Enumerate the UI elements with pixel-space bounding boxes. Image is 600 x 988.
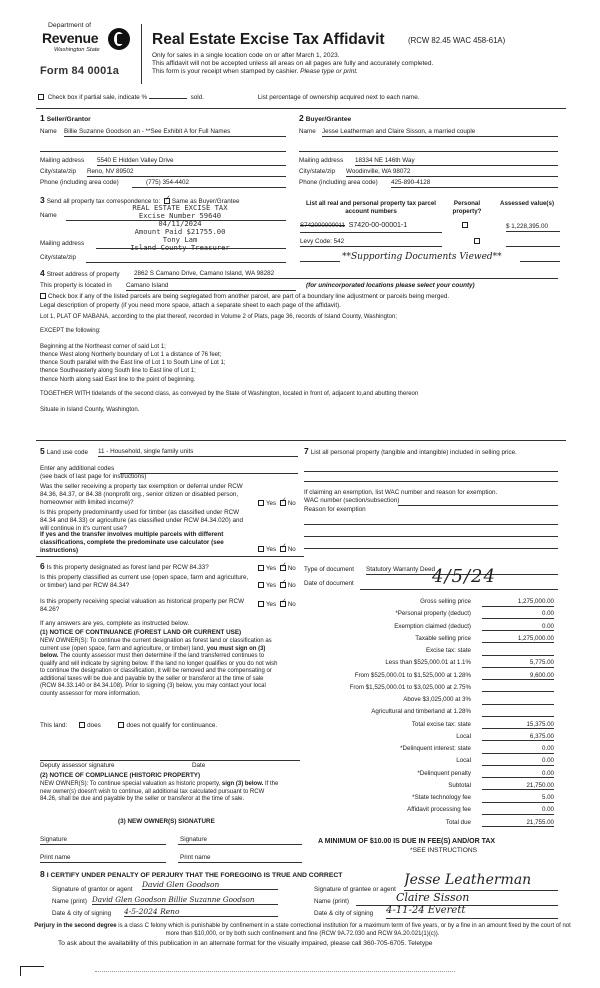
- stamp-line-1: REAL ESTATE EXCISE TAX: [132, 203, 228, 212]
- grantee-date[interactable]: 4-11-24 Everett: [386, 905, 558, 919]
- ncp-text-c: If the new owner(s) doesn't wish to continue, all additional tax calculated pursuant to RCW 84.26, shall be due and payable by the seller or transferor at the time of sale.: [40, 781, 279, 802]
- land-use-field[interactable]: 11 - Household, single family units: [98, 448, 298, 457]
- q1-no-checkbox[interactable]: [280, 500, 286, 506]
- ncp-text-a: NEW OWNER(S): To continue special valuation as historic property,: [40, 781, 221, 787]
- header-line-2: This affidavit will not be accepted unless all areas on all pages are fully and accurately completed.: [152, 60, 434, 67]
- personal-property-checkbox[interactable]: [462, 222, 468, 228]
- calc-label: Excise tax: state: [425, 647, 471, 654]
- calc-row: [318, 708, 554, 718]
- does-label: does: [87, 722, 101, 729]
- forest-q1-text: Is this property designated as forest land per RCW 84.33?: [46, 564, 209, 571]
- calc-label: *Delinquent penalty: [417, 769, 471, 777]
- q1-yes-label: Yes: [266, 500, 277, 507]
- forest-q3-yes[interactable]: [258, 601, 264, 607]
- calc-row: [318, 598, 554, 608]
- calc-row: [318, 610, 554, 620]
- calc-label: Exemption claimed (deduct): [394, 622, 471, 630]
- buyer-city-label: City/state/zip: [299, 168, 336, 175]
- calc-label: *Delinquent interest: state: [400, 745, 471, 752]
- nc-text-c: The county assessor must then determine if the land transferred continues to qualify and will indicate by signing below. If the land no longer qualifies or you do not wish to continue the designation or classification, it will be removed and the compensating or additional taxes will be due and payable by the seller or transferor at the time of sale (RCW 84.33.140 or 84.34.108). Prior to signing (3) below, you may contact your local county assessor for more information.: [40, 653, 278, 697]
- calc-value[interactable]: 15,375.00: [482, 721, 554, 730]
- notice-continuance-text: [40, 638, 280, 698]
- calc-value[interactable]: [482, 708, 554, 717]
- calc-value[interactable]: 1,275,000.00: [482, 635, 554, 644]
- calc-label: Gross selling price: [420, 598, 471, 605]
- buyer-name-extra-line: [299, 143, 558, 152]
- buyer-mail-field[interactable]: 18334 NE 146th Way: [355, 157, 558, 166]
- legal-p3d: thence Southeasterly along South line to East line of Lot 1;: [40, 368, 196, 375]
- forest-q2-yes-no: [256, 582, 296, 590]
- calc-value[interactable]: [482, 684, 554, 693]
- buyer-mail-label: Mailing address: [299, 157, 344, 164]
- forest-q1-no[interactable]: [280, 565, 286, 571]
- buyer-phone-label: Phone (including area code): [299, 179, 378, 186]
- personal-col-header: Personal property?: [452, 200, 482, 215]
- segregation-row: [40, 293, 560, 301]
- location-field[interactable]: Camano Island: [126, 282, 296, 291]
- street-address-field[interactable]: 2862 S Camano Drive, Camano Island, WA 98282: [134, 270, 558, 279]
- forest-q1-yes-label: Yes: [266, 565, 277, 572]
- footer-corner-mark: [20, 966, 44, 976]
- legal-p4: TOGETHER WITH tidelands of the second class, as conveyed by the State of Washington, located in front of, adjacent to,and abutting thereon: [40, 390, 419, 397]
- same-as-buyer-label: Same as Buyer/Grantee: [171, 198, 240, 205]
- reason-label: Reason for exemption: [304, 506, 366, 513]
- form-citation: (RCW 82.45 WAC 458-61A): [408, 36, 506, 45]
- street-label: Street address of property: [46, 271, 120, 278]
- perjury-bold: Perjury in the second degree: [34, 923, 117, 929]
- forest-q2: Is this property classified as current use (open space, farm and agriculture, or timber) land per RCW 84.34?: [40, 574, 249, 589]
- calc-label: From $525,000.01 to $1,525,000 at 1.28%: [354, 671, 471, 679]
- partial-sale-label: Check box if partial sale, indicate %: [47, 94, 148, 101]
- calc-label: Local: [456, 757, 471, 765]
- assessed-value[interactable]: $ 1,228,395.00: [506, 223, 560, 232]
- buyer-phone-field[interactable]: 425-890-4128: [391, 179, 558, 188]
- legal-p3e: thence North along said East line to the point of beginning.: [40, 376, 196, 383]
- calc-row: [318, 659, 554, 669]
- calc-value[interactable]: [482, 696, 554, 705]
- calc-value[interactable]: 0.00: [482, 806, 554, 815]
- certify-row: [40, 869, 342, 880]
- legal-p3c: thence South parallel with the East line of Lot 1 to South Line of Lot 1;: [40, 360, 226, 367]
- seller-mail-label: Mailing address: [40, 157, 85, 164]
- corr-name-label: Name: [40, 212, 57, 219]
- forest-q1: [40, 561, 250, 572]
- wa-seal-icon: [108, 28, 130, 50]
- calc-value[interactable]: 21,750.00: [482, 782, 554, 791]
- seller-name-label: Name: [40, 128, 57, 135]
- timber-question: Is this property predominantly used for timber (as classified under RCW 84.34 and 84.33) or agriculture (as classified under RCW 84.34.020) and will continue in it's current use?: [40, 509, 244, 532]
- partial-sale-row: [36, 94, 566, 102]
- certify-text: I CERTIFY UNDER PENALTY OF PERJURY THAT THE FOREGOING IS TRUE AND CORRECT: [46, 872, 343, 879]
- calc-row: [318, 757, 554, 767]
- perjury-note: [30, 922, 575, 938]
- grantee-sig-label: Signature of grantee or agent: [314, 886, 396, 893]
- seller-name-row: [40, 128, 57, 136]
- calc-label: Subtotal: [448, 781, 471, 789]
- calc-label: Total due: [445, 818, 471, 826]
- forest-q3-no[interactable]: [280, 601, 286, 607]
- q1-yes-checkbox[interactable]: [258, 500, 264, 506]
- q1-no-label: No: [287, 500, 296, 507]
- documents-viewed-note: **Supporting Documents Viewed**: [342, 252, 502, 262]
- forest-q2-no-label: No: [287, 582, 296, 589]
- seller-heading: [40, 113, 91, 124]
- calc-value[interactable]: 1,275,000.00: [482, 598, 554, 607]
- calc-value[interactable]: 21,755.00: [482, 819, 554, 828]
- seller-number: 1: [40, 113, 45, 123]
- street-row: [40, 268, 120, 279]
- personal-property-label: List all personal property (tangible and intangible) included in selling price.: [310, 449, 517, 456]
- calc-value[interactable]: 0.00: [482, 770, 554, 779]
- q2-no-checkbox[interactable]: [280, 546, 286, 552]
- does-not-checkbox[interactable]: [118, 722, 124, 728]
- forest-q2-yes[interactable]: [258, 582, 264, 588]
- seller-name-extra-line: [40, 143, 286, 152]
- footer-noise: [95, 971, 455, 972]
- notice-compliance-title: (2) NOTICE OF COMPLIANCE (HISTORIC PROPERTY): [40, 772, 201, 779]
- location-row: [40, 282, 112, 290]
- location-note: (for unincorporated locations please select your county): [306, 282, 475, 289]
- calc-row: [318, 623, 554, 633]
- forest-q1-yes-no: [256, 565, 296, 573]
- levy-code[interactable]: 542: [333, 238, 345, 245]
- forest-q3-no-label: No: [287, 601, 296, 608]
- calc-value[interactable]: 6,375.00: [482, 733, 554, 742]
- personal-property-checkbox-2[interactable]: [474, 238, 480, 244]
- segregation-label: Check box if any of the listed parcels are being segregated from another parcel, are part of a boundary line adjustment or parcels being merged.: [48, 293, 450, 300]
- calc-value[interactable]: 0.00: [482, 610, 554, 619]
- forest-q3-yes-no: [256, 601, 296, 609]
- perjury-text: is a class C felony which is punishable by confinement in a state correctional institution for a maximum term of five years, or by a fine in an amount fixed by the court of not more than $10,000, or by both such confinement and fine (RCW 9A.72.030 and RCW 9A.20.021(1)(c)).: [118, 923, 571, 938]
- grantee-date-label: Date & city of signing: [314, 910, 374, 917]
- logo-revenue: Revenue: [42, 30, 99, 46]
- q2-yes-no: [256, 546, 296, 554]
- wac-label: WAC number (section/subsection): [304, 497, 400, 504]
- logo-state: Washington State: [54, 47, 100, 53]
- calc-label: Above $3,025,000 at 3%: [403, 696, 471, 703]
- forest-q2-no[interactable]: [280, 582, 286, 588]
- calc-label: Affidavit processing fee: [407, 806, 471, 814]
- legal-p3a: Beginning at the Northeast corner of said Lot 1;: [40, 344, 166, 351]
- buyer-heading: [299, 113, 351, 124]
- owner-sig-label-1: Signature: [40, 836, 67, 843]
- type-print-note: Please type or print.: [300, 68, 358, 75]
- seller-name-field[interactable]: Billie Suzanne Goodson an - **See Exhibit A for Full Names: [64, 128, 286, 137]
- timber-calc-note: If yes and the transfer involves multiple parcels with different classifications, complete the predominate use calculator (see instructions): [40, 531, 224, 554]
- calc-row: [318, 770, 554, 780]
- dor-logo: [28, 22, 136, 84]
- calc-value[interactable]: [482, 647, 554, 656]
- calc-row: [318, 794, 554, 804]
- location-label: This property is located in: [40, 282, 112, 289]
- seller-title: Seller/Grantor: [46, 116, 91, 123]
- forest-q1-yes[interactable]: [258, 565, 264, 571]
- does-checkbox[interactable]: [79, 722, 85, 728]
- notice-continuance-title: (1) NOTICE OF CONTINUANCE (FOREST LAND OR CURRENT USE): [40, 629, 242, 636]
- seller-phone-field[interactable]: (775) 354-4402: [132, 179, 286, 188]
- header-line-3: [152, 68, 358, 76]
- sold-label: sold.: [190, 94, 204, 101]
- doc-type-label: Type of document: [304, 566, 355, 573]
- buyer-number: 2: [299, 113, 304, 123]
- calc-row: [318, 721, 554, 731]
- q2-no-label: No: [287, 546, 296, 553]
- header-divider: [141, 24, 142, 84]
- owner-sig-label-2: Signature: [180, 836, 207, 843]
- grantor-date[interactable]: 4-5-2024 Reno: [124, 907, 278, 917]
- calc-label: Total excise tax: state: [411, 720, 471, 728]
- minimum-due-note: A MINIMUM OF $10.00 IS DUE IN FEE(S) AND/OR TAX: [318, 838, 496, 845]
- nc-text-b: you must sign on (3) below.: [40, 645, 266, 659]
- correspondence-label: Send all property tax correspondence to:: [46, 198, 161, 205]
- land-use-row: [40, 446, 88, 457]
- receipt-note: This form is your receipt when stamped by cashier.: [152, 68, 299, 75]
- addl-codes-label: Enter any additional codes: [40, 465, 115, 472]
- calc-label: Taxable selling price: [415, 634, 471, 642]
- calc-label: *State technology fee: [412, 794, 471, 801]
- land-use-number: 5: [40, 446, 45, 456]
- stamp-line-6: Island County Treasurer: [130, 243, 230, 253]
- addl-codes-note: (see back of last page for instructions): [40, 473, 147, 480]
- grantee-signature[interactable]: Jesse Leatherman: [404, 872, 558, 891]
- stamp-line-2: Excise Number 59640: [138, 211, 222, 221]
- see-instructions: *SEE INSTRUCTIONS: [410, 847, 478, 854]
- street-number: 4: [40, 268, 45, 278]
- calc-row: [318, 647, 554, 657]
- calc-value[interactable]: 0.00: [482, 757, 554, 766]
- header-line-1: Only for sales in a single location code on or after March 1, 2023.: [152, 52, 340, 59]
- land-use-label: Land use code: [46, 449, 89, 456]
- grantor-date-label: Date & city of signing: [52, 910, 112, 917]
- ncp-text-b: sign (3) below.: [221, 781, 264, 787]
- forest-number: 6: [40, 561, 45, 571]
- calc-row: [318, 745, 554, 755]
- forest-q2-yes-label: Yes: [266, 582, 277, 589]
- calc-label: Less than $525,000.01 at 1.1%: [385, 659, 471, 667]
- corr-city-label: City/state/zip: [40, 254, 77, 261]
- grantor-name[interactable]: David Glen Goodson Billie Suzanne Goodson: [92, 895, 278, 905]
- forest-q3: Is this property receiving special valuation as historical property per RCW 84.26?: [40, 598, 245, 613]
- levy-row: [300, 238, 344, 246]
- doc-date-label: Date of document: [304, 580, 354, 587]
- segregation-checkbox[interactable]: [40, 293, 46, 299]
- calc-row: [318, 635, 554, 645]
- assessed-col-header: Assessed value(s): [500, 200, 554, 207]
- stamp-line-3: 04/11/2024: [158, 219, 202, 229]
- owner-print-label-1: Print name: [40, 854, 71, 861]
- notice-compliance-text: [40, 781, 282, 804]
- forest-q3-yes-label: Yes: [266, 601, 277, 608]
- treasurer-stamp: [100, 204, 260, 252]
- form-number: Form 84 0001a: [40, 65, 120, 77]
- grantor-signature[interactable]: David Glen Goodson: [142, 880, 278, 890]
- logo-dept: Department of: [48, 22, 92, 29]
- personal-property-number: 7: [304, 446, 309, 456]
- calc-value[interactable]: 0.00: [482, 745, 554, 754]
- legal-p5: Situate in Island County, Washington.: [40, 406, 140, 413]
- alt-format-note: To ask about the availability of this publication in an alternate format for the visually impaired, please call 360-705-6705. Teletype: [58, 940, 433, 947]
- doc-type-field[interactable]: Statutory Warranty Deed: [366, 566, 558, 575]
- land-qualify-row: [40, 722, 290, 730]
- q1-yes-no: [256, 500, 296, 508]
- calc-label: Agricultural and timberland at 1.28%: [371, 708, 471, 716]
- exemption-question: Was the seller receiving a property tax exemption or deferral under RCW 84.36, 84.37, or 84.38 (nonprofit org., senior citizen or disabled person, homeowner with limited income)?: [40, 483, 243, 506]
- deputy-sig-label: Deputy assessor signature: [40, 762, 115, 769]
- calc-row: [318, 672, 554, 682]
- stamp-line-4: Amount Paid $21755.00: [134, 227, 226, 237]
- personal-property-row: [304, 446, 558, 457]
- buyer-name-label: Name: [299, 128, 316, 135]
- calc-value[interactable]: 5,775.00: [482, 659, 554, 668]
- grantee-name-label: Name (print): [314, 898, 349, 905]
- doc-date-value[interactable]: 4/5/24: [432, 566, 496, 587]
- partial-sale-checkbox[interactable]: [38, 94, 44, 100]
- owner-print-label-2: Print name: [180, 854, 211, 861]
- levy-label: Levy Code:: [300, 238, 332, 245]
- if-any-yes: If any answers are yes, complete as instructed below.: [40, 620, 190, 627]
- stamp-line-5: Tony Lam: [162, 235, 198, 245]
- seller-city-field[interactable]: Reno, NV 89502: [87, 168, 286, 177]
- grantor-name-label: Name (print): [52, 898, 87, 905]
- legal-p1: Lot 1, PLAT OF MABANA, according to the plat thereof, recorded in Volume 2 of Plats, page 36, records of Island County, Washington;: [40, 314, 397, 320]
- calc-value[interactable]: 9,600.00: [482, 672, 554, 681]
- nc-text-a: NEW OWNER(S): To continue the current designation as forest land or classification as current use (open space, farm and agriculture, or timber) land,: [40, 638, 272, 652]
- forest-q1-no-label: No: [287, 565, 296, 572]
- calc-row: [318, 806, 554, 816]
- parcel-col-header: List all real and personal property tax parcel account numbers: [306, 200, 436, 215]
- new-owner-sig-title: (3) NEW OWNER(S) SIGNATURE: [118, 818, 215, 825]
- seller-phone-label: Phone (including area code): [40, 179, 119, 186]
- parcel-number[interactable]: S7420-00-00001-1: [348, 222, 408, 229]
- calc-label: From $1,525,000.01 to $3,025,000 at 2.75%: [349, 683, 471, 691]
- legal-desc-label: Legal description of property (if you need more space, attach a separate sheet to each page of the affidavit).: [40, 302, 341, 309]
- calc-row: [318, 733, 554, 743]
- calc-row: [318, 782, 554, 792]
- calc-value[interactable]: 5.00: [482, 794, 554, 803]
- calc-label: *Personal property (deduct): [395, 610, 471, 618]
- calc-row: [318, 819, 554, 829]
- form-title: Real Estate Excise Tax Affidavit: [152, 31, 385, 48]
- seller-mail-field[interactable]: 5540 E Hidden Valley Drive: [97, 157, 286, 166]
- buyer-name-field[interactable]: Jesse Leatherman and Claire Sisson, a married couple: [322, 128, 558, 137]
- buyer-city-field[interactable]: Woodinville, WA 98072: [346, 168, 558, 177]
- calc-row: [318, 684, 554, 694]
- buyer-title: Buyer/Grantee: [305, 116, 352, 123]
- exemption-claim-label: If claiming an exemption, list WAC number and reason for exemption.: [304, 489, 498, 496]
- does-not-label: does not qualify for continuance.: [126, 722, 218, 729]
- calc-label: Local: [456, 732, 471, 740]
- certify-number: 8: [40, 869, 45, 879]
- q2-yes-checkbox[interactable]: [258, 546, 264, 552]
- seller-city-label: City/state/zip: [40, 168, 77, 175]
- parcel-struck: S742000000011: [300, 222, 345, 229]
- correspondence-number: 3: [40, 195, 45, 205]
- ownership-note: List percentage of ownership acquired next to each name.: [257, 94, 420, 101]
- corr-mail-label: Mailing address: [40, 240, 85, 247]
- calc-value[interactable]: 0.00: [482, 623, 554, 632]
- calc-row: [318, 696, 554, 706]
- grantee-name[interactable]: Claire Sisson: [356, 891, 558, 906]
- this-land-label: This land:: [40, 722, 68, 729]
- legal-p3b: thence West along Northerly boundary of Lot 1 a distance of 76 feet;: [40, 352, 222, 359]
- legal-description: [40, 313, 510, 414]
- grantor-sig-label: Signature of grantor or agent: [52, 886, 133, 893]
- deputy-date-label: Date: [192, 762, 206, 769]
- q2-yes-label: Yes: [266, 546, 277, 553]
- legal-p2: EXCEPT the following:: [40, 328, 101, 335]
